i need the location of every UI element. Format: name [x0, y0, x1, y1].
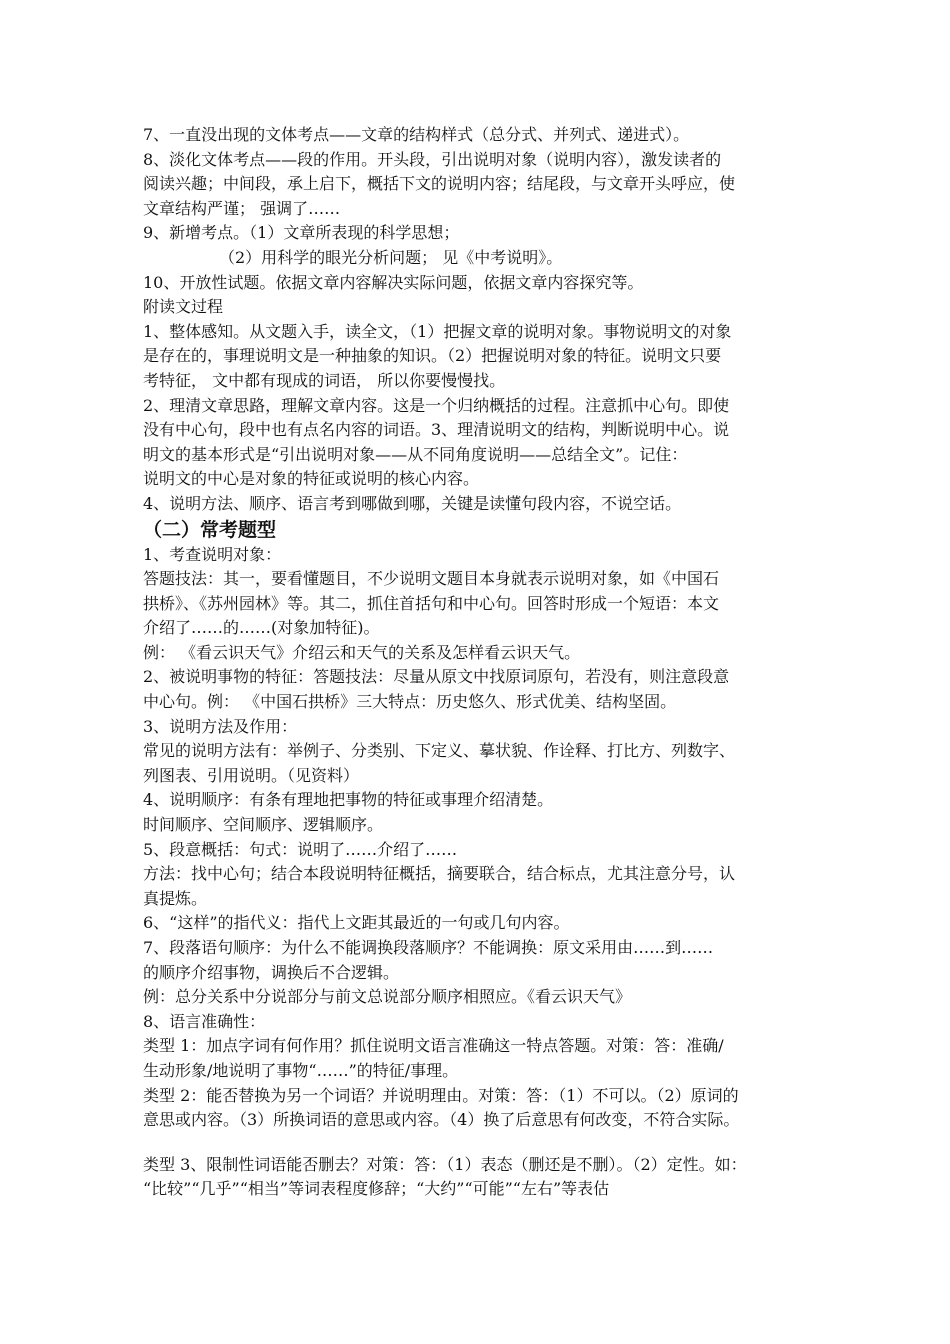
text-line: 类型 1：加点字词有何作用？抓住说明文语言准确这一特点答题。对策：答：准确/ — [143, 1036, 724, 1056]
text-line: 没有中心句，段中也有点名内容的词语。3、理清说明文的结构，判断说明中心。说 — [143, 420, 730, 440]
text-line: 类型 2：能否替换为另一个词语？并说明理由。对策：答：（1）不可以。（2）原词的 — [143, 1085, 739, 1105]
text-line: 5、段意概括：句式：说明了……介绍了…… — [143, 839, 458, 859]
section-heading: （二）常考题型 — [143, 518, 277, 541]
text-line: 答题技法：其一，要看懂题目，不少说明文题目本身就表示说明对象，如《中国石 — [143, 569, 720, 589]
text-line: 考特征， 文中都有现成的词语， 所以你要慢慢找。 — [143, 370, 506, 390]
text-line: 7、一直没出现的文体考点——文章的结构样式（总分式、并列式、递进式）。 — [143, 125, 690, 144]
text-line: 1、考查说明对象： — [143, 544, 282, 564]
text-line: 列图表、引用说明。（见资料） — [143, 765, 360, 785]
text-line: 4、说明方法、顺序、语言考到哪做到哪，关键是读懂句段内容，不说空话。 — [143, 493, 682, 513]
text-line: 2、理清文章思路，理解文章内容。这是一个归纳概括的过程。注意抓中心句。即使 — [143, 395, 730, 415]
text-line: 例： 《看云识天气》介绍云和天气的关系及怎样看云识天气。 — [143, 642, 581, 662]
text-line: 明文的基本形式是“引出说明对象——从不同角度说明——总结全文”。记住： — [143, 444, 688, 464]
text-line: 生动形象/地说明了事物“……”的特征/事理。 — [143, 1060, 459, 1080]
text-line: 10、开放性试题。依据文章内容解决实际问题，依据文章内容探究等。 — [143, 272, 644, 292]
text-line: 4、说明顺序：有条有理地把事物的特征或事理介绍清楚。 — [143, 790, 554, 810]
text-line: 附读文过程 — [143, 297, 224, 317]
text-line: 3、说明方法及作用： — [143, 716, 298, 736]
text-line: 9、新增考点。（1）文章所表现的科学思想； — [143, 223, 460, 243]
text-line: 8、语言准确性： — [143, 1011, 266, 1031]
text-line: 常见的说明方法有：举例子、分类别、下定义、摹状貌、作诠释、打比方、列数字、 — [143, 741, 736, 761]
text-line: 时间顺序、空间顺序、逻辑顺序。 — [143, 815, 384, 835]
text-line: 方法：找中心句；结合本段说明特征概括，摘要联合，结合标点，尤其注意分号，认 — [143, 864, 736, 884]
text-line: 6、“这样”的指代义：指代上文距其最近的一句或几句内容。 — [143, 913, 570, 933]
text-line: 类型 3、限制性词语能否删去？对策：答：（1）表态（删还是不删）。（2）定性。如： — [143, 1154, 747, 1174]
text-line: （2）用科学的眼光分析问题； 见《中考说明》。 — [219, 247, 563, 267]
text-line: 的顺序介绍事物，调换后不合逻辑。 — [143, 962, 400, 982]
text-line: 8、淡化文体考点——段的作用。开头段，引出说明对象（说明内容），激发读者的 — [143, 149, 722, 169]
text-line: 2、被说明事物的特征：答题技法：尽量从原文中找原词原句，若没有，则注意段意 — [143, 667, 730, 687]
text-line: 介绍了……的……(对象加特征)。 — [143, 618, 380, 638]
text-line: 1、整体感知。从文题入手，读全文，（1）把握文章的说明对象。事物说明文的对象 — [143, 321, 732, 341]
text-line: 中心句。例： 《中国石拱桥》三大特点：历史悠久、形式优美、结构坚固。 — [143, 692, 677, 712]
text-line: 拱桥》、《苏州园林》等。其二，抓住首括句和中心句。回答时形成一个短语：本文 — [143, 593, 720, 613]
text-line: 是存在的，事理说明文是一种抽象的知识。（2）把握说明对象的特征。说明文只要 — [143, 346, 722, 366]
text-line: 文章结构严谨； 强调了…… — [143, 198, 341, 218]
text-line: “比较”“几乎”“相当”等词表程度修辞；“大约”“可能”“左右”等表估 — [143, 1179, 610, 1199]
text-line: 意思或内容。（3）所换词语的意思或内容。（4）换了后意思有何改变，不符合实际。 — [143, 1110, 740, 1130]
document-body — [143, 123, 818, 1202]
text-line: 真提炼。 — [143, 888, 208, 908]
text-line: 说明文的中心是对象的特征或说明的核心内容。 — [143, 469, 480, 489]
text-line: 阅读兴趣；中间段，承上启下，概括下文的说明内容；结尾段，与文章开头呼应，使 — [143, 174, 736, 194]
text-line: 例：总分关系中分说部分与前文总说部分顺序相照应。《看云识天气》 — [143, 987, 632, 1007]
blank-line — [143, 1133, 818, 1153]
text-line: 7、段落语句顺序：为什么不能调换段落顺序？不能调换：原文采用由……到…… — [143, 938, 714, 957]
